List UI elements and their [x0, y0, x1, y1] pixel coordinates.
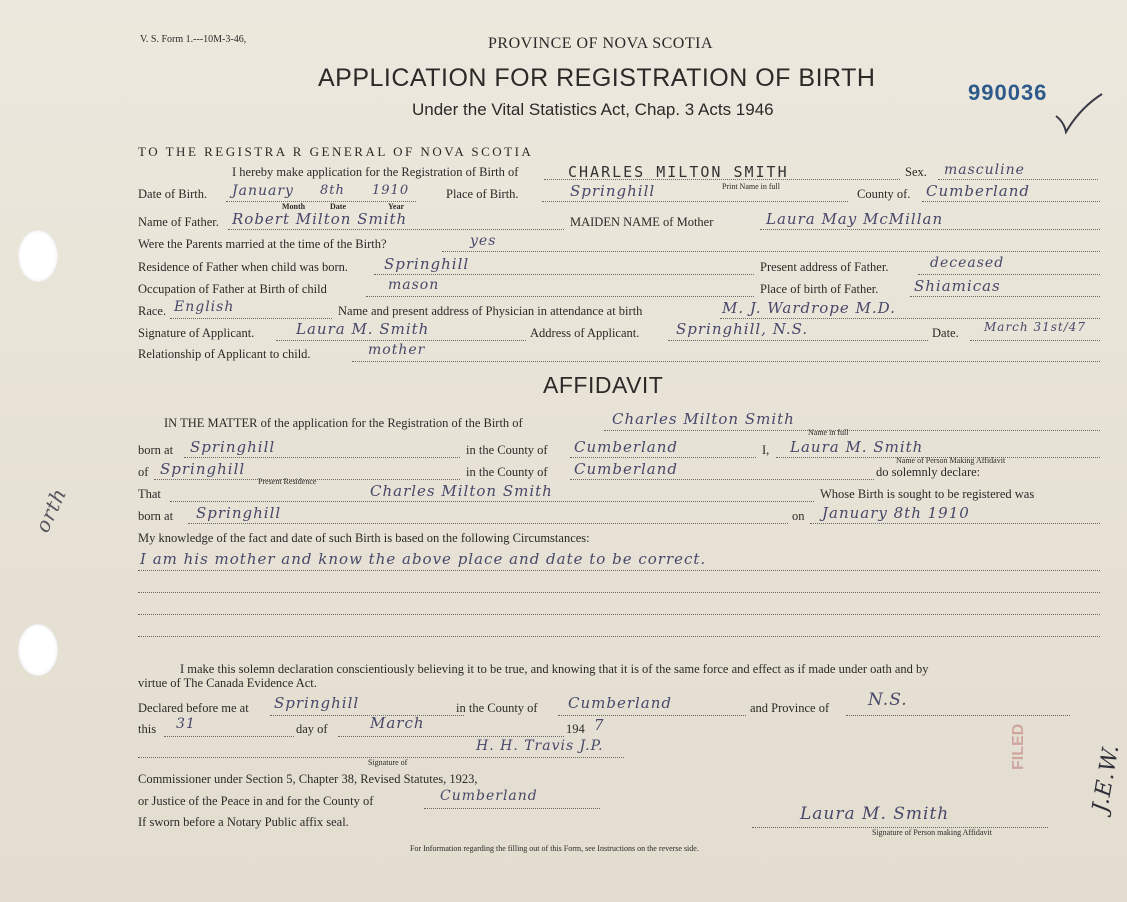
- declaration-line-2: virtue of The Canada Evidence Act.: [138, 676, 317, 690]
- dob-label: Date of Birth.: [138, 187, 208, 201]
- commissioner-signature-value: H. H. Travis J.P.: [476, 738, 604, 754]
- present-address-label: Present address of Father.: [760, 260, 889, 274]
- of-county-label: in the County of: [466, 465, 548, 479]
- affidavit-heading: AFFIDAVIT: [543, 372, 664, 398]
- addressee: TO THE REGISTRA R GENERAL OF NOVA SCOTIA: [138, 144, 534, 159]
- check-mark-icon: [1050, 88, 1110, 138]
- date-label: Date.: [932, 326, 959, 340]
- matter-label: IN THE MATTER of the application for the Registration of the Birth of: [164, 416, 523, 430]
- declared-county-value: Cumberland: [568, 694, 673, 712]
- sex-value: masculine: [944, 162, 1025, 178]
- day-of-label: day of: [296, 722, 328, 736]
- occupation-value: mason: [388, 277, 440, 293]
- race-label: Race.: [138, 304, 167, 318]
- on-date-value: January 8th 1910: [822, 504, 970, 522]
- of-place-value: Springhill: [160, 460, 246, 478]
- residence-value: Springhill: [384, 255, 470, 273]
- father-value: Robert Milton Smith: [232, 210, 408, 228]
- province-label: and Province of: [750, 701, 830, 715]
- date-value: March 31st/47: [984, 320, 1087, 334]
- county-label: County of.: [857, 187, 911, 201]
- month-value: March: [370, 714, 425, 732]
- page-subtitle: Under the Vital Statistics Act, Chap. 3 Acts 1946: [412, 100, 774, 119]
- present-residence-caption: Present Residence: [258, 477, 317, 486]
- of-county-value: Cumberland: [574, 460, 679, 478]
- i-label: I,: [762, 443, 770, 457]
- solemnly-label: do solemnly declare:: [876, 465, 981, 479]
- province-heading: PROVINCE OF NOVA SCOTIA: [488, 35, 714, 52]
- declared-label: Declared before me at: [138, 701, 249, 715]
- print-name-caption: Print Name in full: [722, 182, 780, 191]
- on-label: on: [792, 509, 805, 523]
- province-value: N.S.: [868, 690, 908, 710]
- signature-of-caption: Signature of: [368, 758, 408, 767]
- commissioner-line: Commissioner under Section 5, Chapter 38, Revised Statutes, 1923,: [138, 772, 478, 786]
- notary-line: If sworn before a Notary Public affix seal.: [138, 815, 349, 829]
- year-caption: Year: [388, 202, 404, 211]
- in-county-label: in the County of: [466, 443, 548, 457]
- race-value: English: [174, 299, 235, 315]
- intro-label: I hereby make application for the Registration of Birth of: [232, 165, 519, 179]
- relationship-label: Relationship of Applicant to child.: [138, 347, 311, 361]
- present-address-value: deceased: [930, 255, 1005, 271]
- sex-label: Sex.: [905, 165, 927, 179]
- dob-day-value: 8th: [320, 183, 345, 198]
- dob-year-value: 1910: [372, 183, 410, 198]
- born-at2-label: born at: [138, 509, 174, 523]
- matter-name-value: Charles Milton Smith: [612, 410, 795, 428]
- mother-value: Laura May McMillan: [766, 210, 944, 228]
- physician-value: M. J. Wardrope M.D.: [722, 299, 896, 317]
- filed-stamp: FILED: [1010, 723, 1027, 770]
- whose-birth-label: Whose Birth is sought to be registered was: [820, 487, 1035, 501]
- born-at-label: born at: [138, 443, 174, 457]
- year-suffix-value: 7: [594, 716, 605, 734]
- of-label: of: [138, 465, 149, 479]
- declared-at-value: Springhill: [274, 694, 360, 712]
- applicant-address-label: Address of Applicant.: [530, 326, 640, 340]
- year-prefix: 194: [566, 722, 585, 736]
- married-label: Were the Parents married at the time of the Birth?: [138, 237, 387, 251]
- declarant-signature-value: Laura M. Smith: [800, 804, 950, 824]
- father-label: Name of Father.: [138, 215, 219, 229]
- child-name-value: CHARLES MILTON SMITH: [568, 163, 789, 181]
- punch-hole-bottom: [18, 624, 58, 676]
- residence-label: Residence of Father when child was born.: [138, 260, 349, 274]
- knowledge-label: My knowledge of the fact and date of such Birth is based on the following Circumstances:: [138, 531, 590, 545]
- born-county-value: Cumberland: [574, 438, 679, 456]
- declarant-value: Laura M. Smith: [790, 438, 924, 456]
- mother-label: MAIDEN NAME of Mother: [570, 215, 714, 229]
- that-label: That: [138, 487, 161, 501]
- name-in-full-caption: Name in full: [808, 428, 849, 437]
- applicant-address-value: Springhill, N.S.: [676, 320, 809, 338]
- footer-note: For Information regarding the filling out of this Form, see Instructions on the reverse side.: [410, 844, 699, 853]
- punch-hole-top: [18, 230, 58, 282]
- this-label: this: [138, 722, 157, 736]
- married-value: yes: [470, 233, 497, 249]
- page-title: APPLICATION FOR REGISTRATION OF BIRTH: [318, 64, 876, 92]
- county-value: Cumberland: [926, 182, 1031, 200]
- declared-county-label: in the County of: [456, 701, 538, 715]
- pob-label: Place of Birth.: [446, 187, 519, 201]
- justice-line: or Justice of the Peace in and for the County of: [138, 794, 374, 808]
- born-at-value: Springhill: [190, 438, 276, 456]
- occupation-label: Occupation of Father at Birth of child: [138, 282, 327, 296]
- form-code: V. S. Form 1.---10M-3-46,: [140, 34, 247, 45]
- dob-month-value: January: [232, 183, 294, 199]
- declarant-caption: Name of Person Making Affidavit: [896, 456, 1006, 465]
- pob-value: Springhill: [570, 182, 656, 200]
- physician-label: Name and present address of Physician in attendance at birth: [338, 304, 643, 318]
- month-caption: Month: [282, 202, 306, 211]
- relationship-value: mother: [368, 342, 426, 358]
- signature-label: Signature of Applicant.: [138, 326, 255, 340]
- born-at2-value: Springhill: [196, 504, 282, 522]
- margin-initials-right: J.E.W.: [1088, 742, 1125, 815]
- signature-value: Laura M. Smith: [296, 320, 430, 338]
- that-name-value: Charles Milton Smith: [370, 482, 553, 500]
- declarant-signature-caption: Signature of Person making Affidavit: [872, 828, 992, 837]
- justice-county-value: Cumberland: [440, 788, 538, 804]
- circumstances-value: I am his mother and know the above place and date to be correct.: [140, 550, 707, 568]
- father-pob-label: Place of birth of Father.: [760, 282, 879, 296]
- day-value: 31: [176, 716, 196, 732]
- father-pob-value: Shiamicas: [914, 277, 1001, 295]
- margin-note-left: orth: [30, 483, 72, 537]
- date-caption: Date: [330, 202, 346, 211]
- registration-number-stamp: 990036: [968, 80, 1048, 105]
- declaration-line-1: I make this solemn declaration conscientiously believing it to be true, and knowing that it is of the same force and effect as if made under oath and by: [180, 662, 929, 676]
